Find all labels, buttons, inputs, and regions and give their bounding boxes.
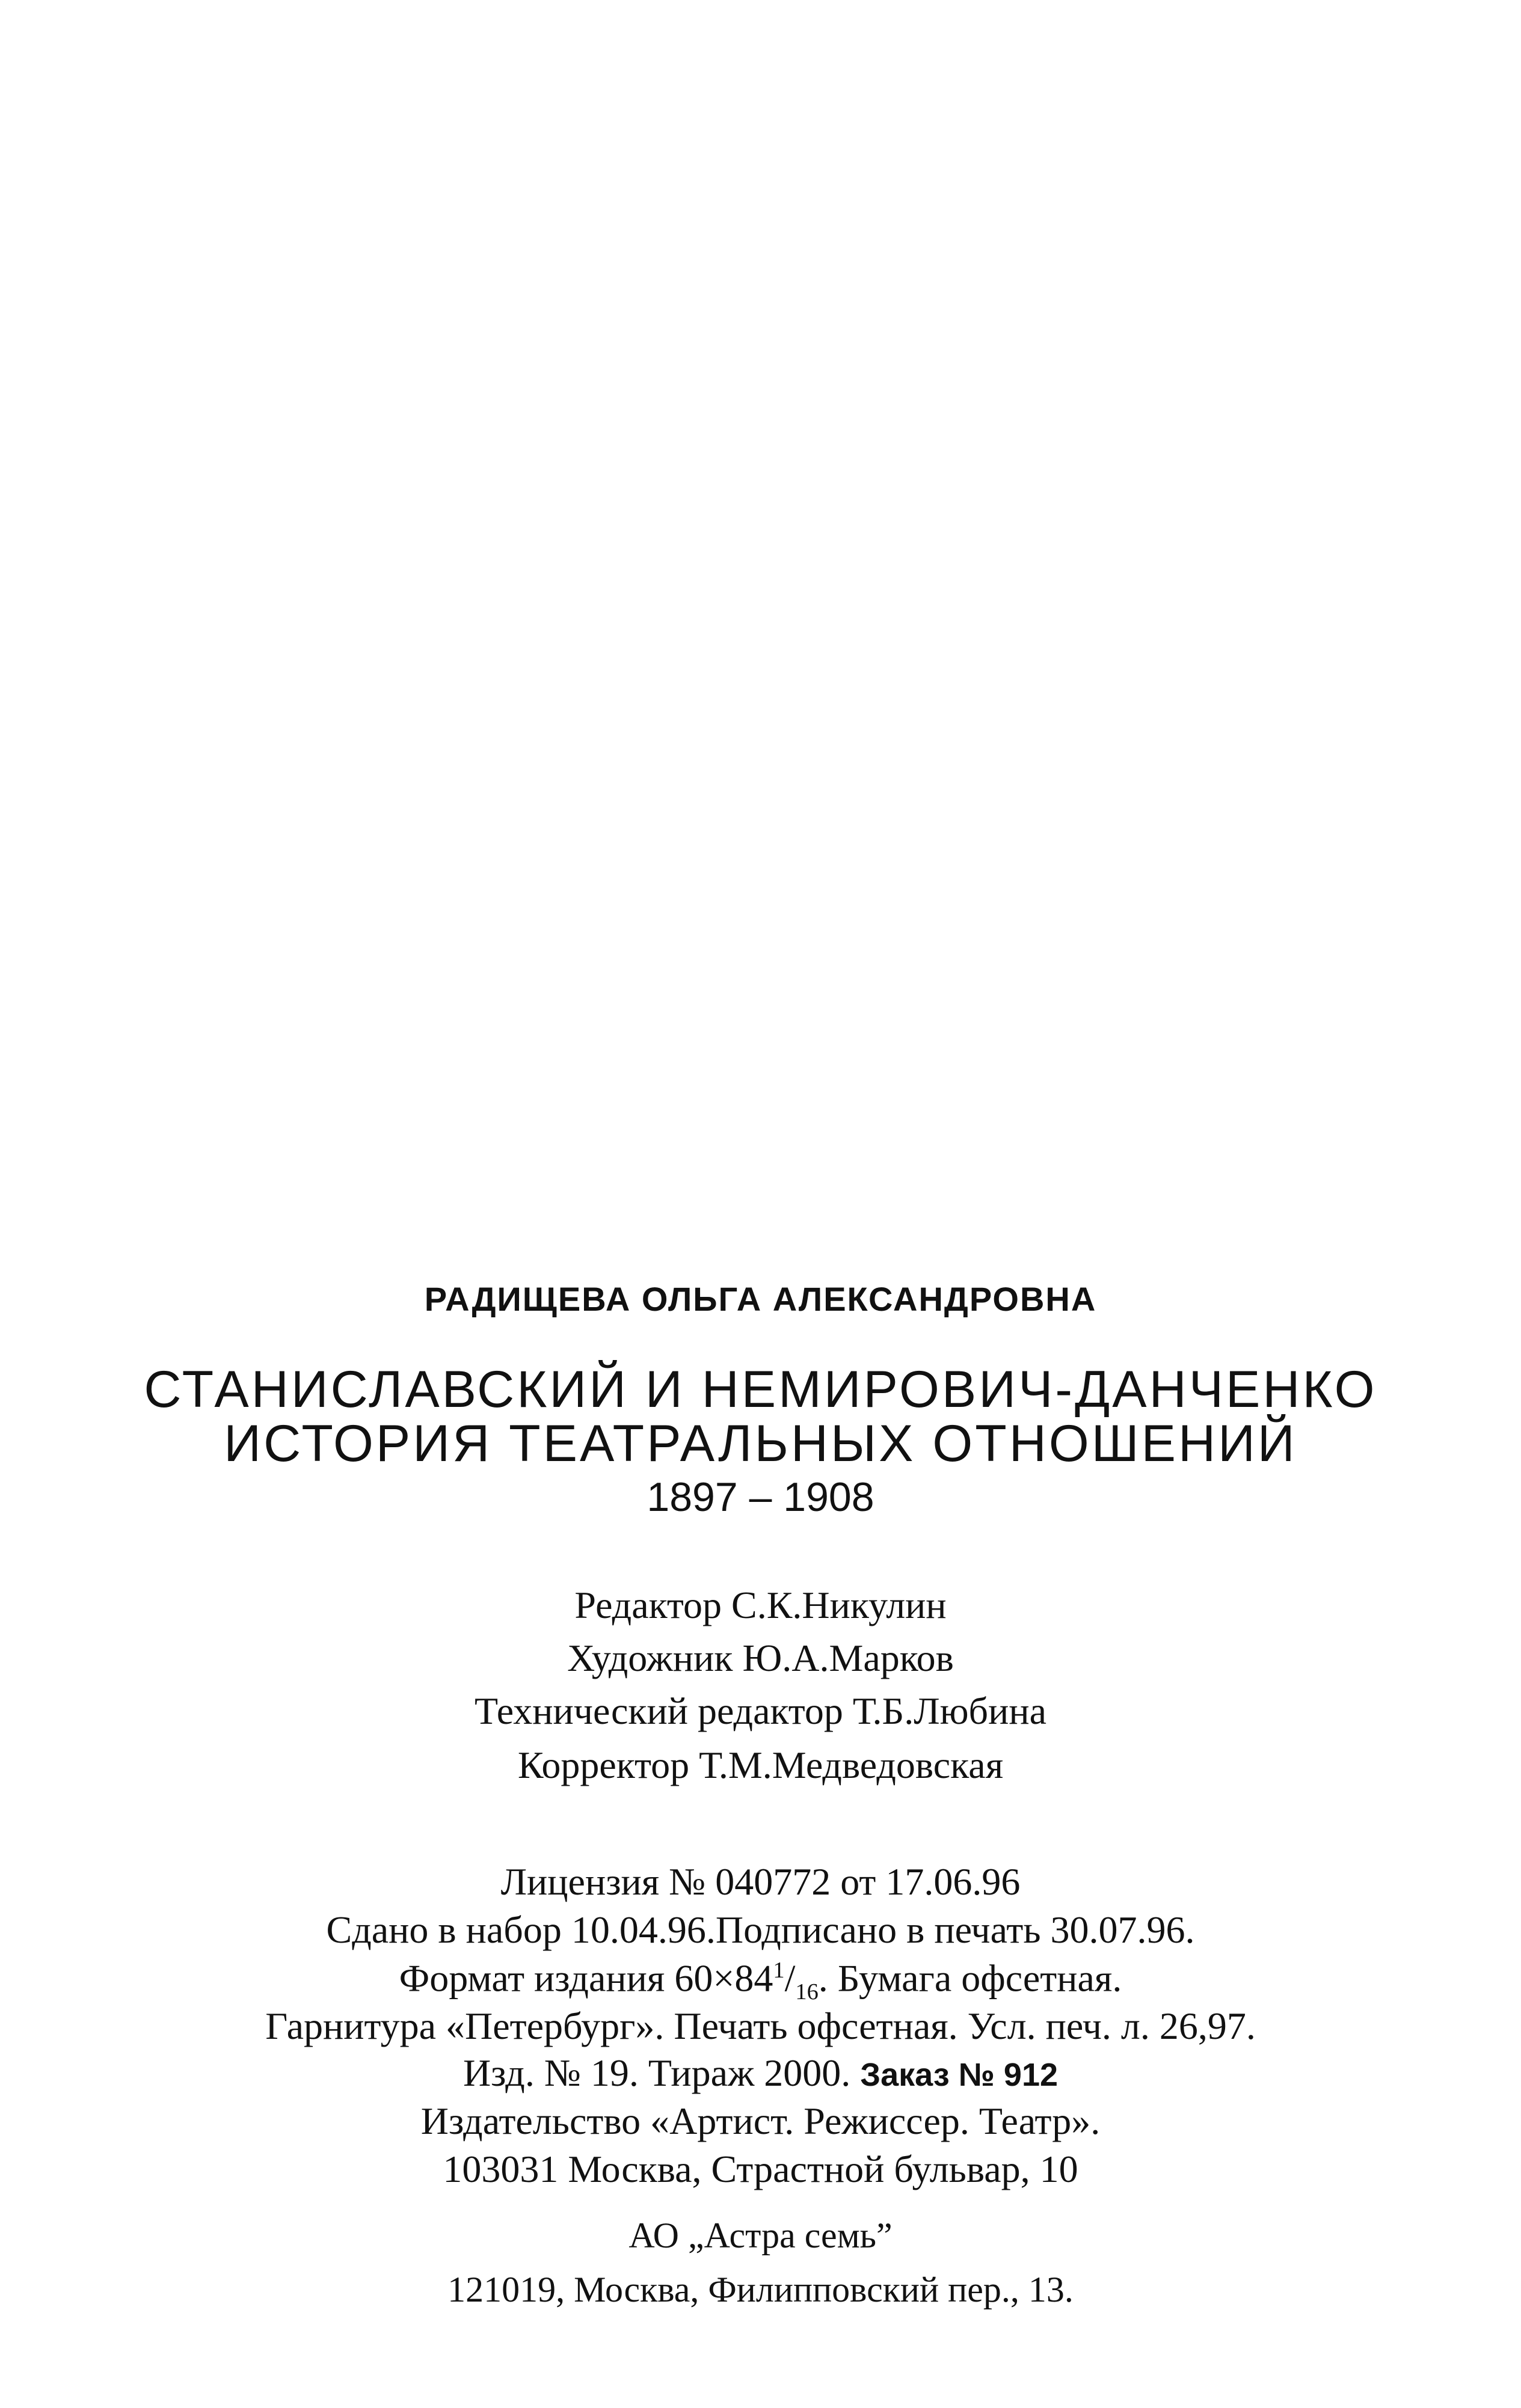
printer-address: 121019, Москва, Филипповский пер., 13. <box>447 2270 1074 2309</box>
publisher-address-line: 103031 Москва, Страстной бульвар, 10 <box>443 2148 1078 2190</box>
license-line: Лицензия № 040772 от 17.06.96 <box>500 1860 1021 1903</box>
author-name: РАДИЩЕВА ОЛЬГА АЛЕКСАНДРОВНА <box>424 1280 1097 1318</box>
format-fraction-denominator: 16 <box>795 1979 819 2005</box>
credit-proofreader: Корректор Т.М.Медведовская <box>517 1744 1004 1786</box>
format-fraction-slash: / <box>784 1956 796 2000</box>
format-line <box>0 1956 1521 2005</box>
book-title-line-2: ИСТОРИЯ ТЕАТРАЛЬНЫХ ОТНОШЕНИЙ <box>224 1415 1297 1472</box>
format-fraction-numerator: 1 <box>773 1958 785 1983</box>
format-prefix: Формат издания 60×84 <box>399 1956 773 2000</box>
printer-name: АО „Астра семь” <box>628 2216 893 2255</box>
credit-editor: Редактор С.К.Никулин <box>574 1584 947 1626</box>
format-suffix: . Бумага офсетная. <box>818 1956 1122 2000</box>
book-years: 1897 – 1908 <box>647 1474 874 1520</box>
typeface-line: Гарнитура «Петербург». Печать офсетная. Усл. печ. л. 26,97. <box>265 2005 1256 2047</box>
edition-text: Изд. № 19. Тираж 2000. <box>462 2051 851 2094</box>
book-title-line-1: СТАНИСЛАВСКИЙ И НЕМИРОВИЧ-ДАНЧЕНКО <box>144 1361 1377 1418</box>
credit-technical-editor: Технический редактор Т.Б.Любина <box>475 1690 1046 1732</box>
edition-line <box>0 2051 1521 2094</box>
order-number: Заказ № 912 <box>860 2057 1059 2093</box>
publisher-line: Издательство «Артист. Режиссер. Театр». <box>420 2100 1101 2142</box>
credit-artist: Художник Ю.А.Марков <box>567 1637 954 1679</box>
print-dates-line: Сдано в набор 10.04.96.Подписано в печать 30.07.96. <box>326 1908 1195 1951</box>
